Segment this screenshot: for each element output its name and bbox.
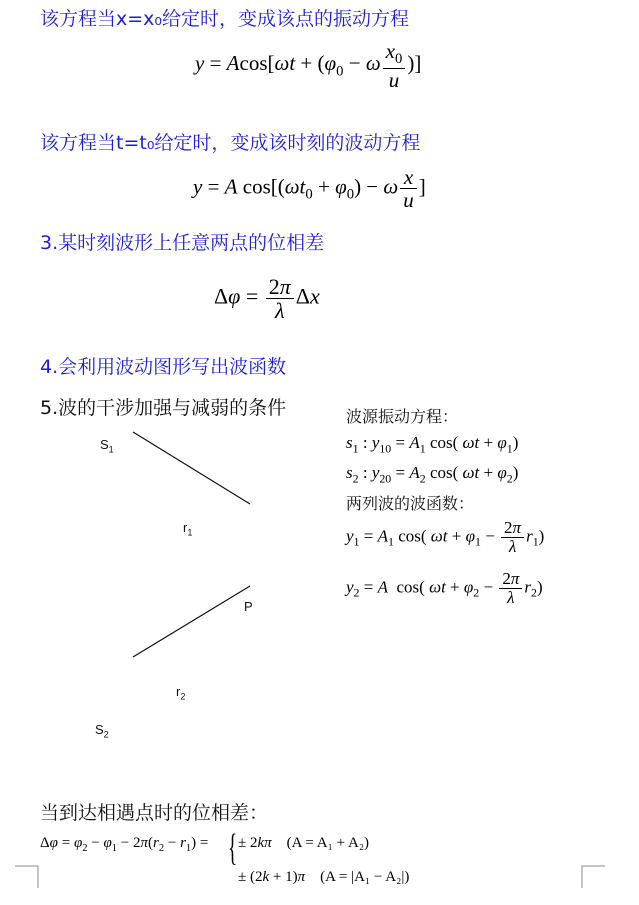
- label-r2: $r_2$: [176, 684, 186, 702]
- interference-diagram: [0, 420, 330, 750]
- wave-eq-1: $y_1 = A_1$ cos( $\omega t + \varphi_1$ − $\frac{2\pi}{\lambda}$ $r_1$): [346, 518, 545, 556]
- label-s2: $S_2$: [95, 722, 109, 740]
- source-eq-1: $s_1$ : $y_{10} = A_1$ cos( $\omega t + \varphi_1$): [346, 433, 519, 456]
- heading-wave-equation: [40, 128, 420, 155]
- wave-title: 两列波的波函数：: [346, 494, 475, 513]
- heading-wave-equation-text: 该方程当t=t₀给定时，变成该时刻的波动方程: [40, 132, 421, 154]
- heading-wave-function: 4.会利用波动图形写出波函数: [40, 356, 287, 378]
- heading-phase-difference: 3.某时刻波形上任意两点的位相差: [40, 232, 325, 254]
- equation-wave: y = A $\cos[(\omega t_0 + \varphi_0) - \omega$ $\frac{x}{u}$ ]: [193, 165, 426, 213]
- case-weaken: ± (2k + 1)π (A = |A₁ − A₂|): [238, 869, 410, 885]
- equation-meet-phase: $\Delta\varphi = \varphi_2 - \varphi_1 - 2\pi(r_2 - r_1)$ =: [40, 835, 209, 854]
- heading-interference: 5.波的干涉加强与减弱的条件: [40, 397, 287, 419]
- source-title: 波源振动方程：: [346, 407, 459, 426]
- corner-mark-right: [582, 866, 605, 888]
- case-strengthen: ± 2kπ (A = A₁ + A₂): [238, 835, 370, 851]
- heading-vibration-equation: [40, 4, 409, 31]
- meet-title: 当到达相遇点时的位相差：: [40, 802, 269, 824]
- path-s2-line: [133, 586, 250, 657]
- equation-phase-difference: Δφ = $\frac{2\pi}{\lambda}$ Δx: [214, 274, 320, 324]
- corner-mark-left: [15, 866, 38, 888]
- wave-eq-2: $y_2 = A$ cos( $\omega t + \varphi_2$ − $\frac{2\pi}{\lambda}$ $r_2$): [346, 569, 543, 607]
- label-s1: $S_1$: [100, 437, 114, 455]
- path-s1-line: [133, 432, 250, 504]
- source-eq-2: $s_2$ : $y_{20} = A_2$ cos( $\omega t + \varphi_2$): [346, 463, 519, 486]
- heading-vibration-equation-text: 该方程当x=x₀给定时，变成该点的振动方程: [40, 8, 410, 30]
- page-corner-marks: [0, 860, 639, 905]
- equation-vibration: $y = Acos[\omega t + (\varphi_0 - \omega$ $\frac{x_0}{u}$ )]: [195, 39, 422, 92]
- cases-brace: {: [228, 827, 238, 869]
- label-p: P: [244, 599, 253, 614]
- label-r1: $r_1$: [183, 520, 193, 538]
